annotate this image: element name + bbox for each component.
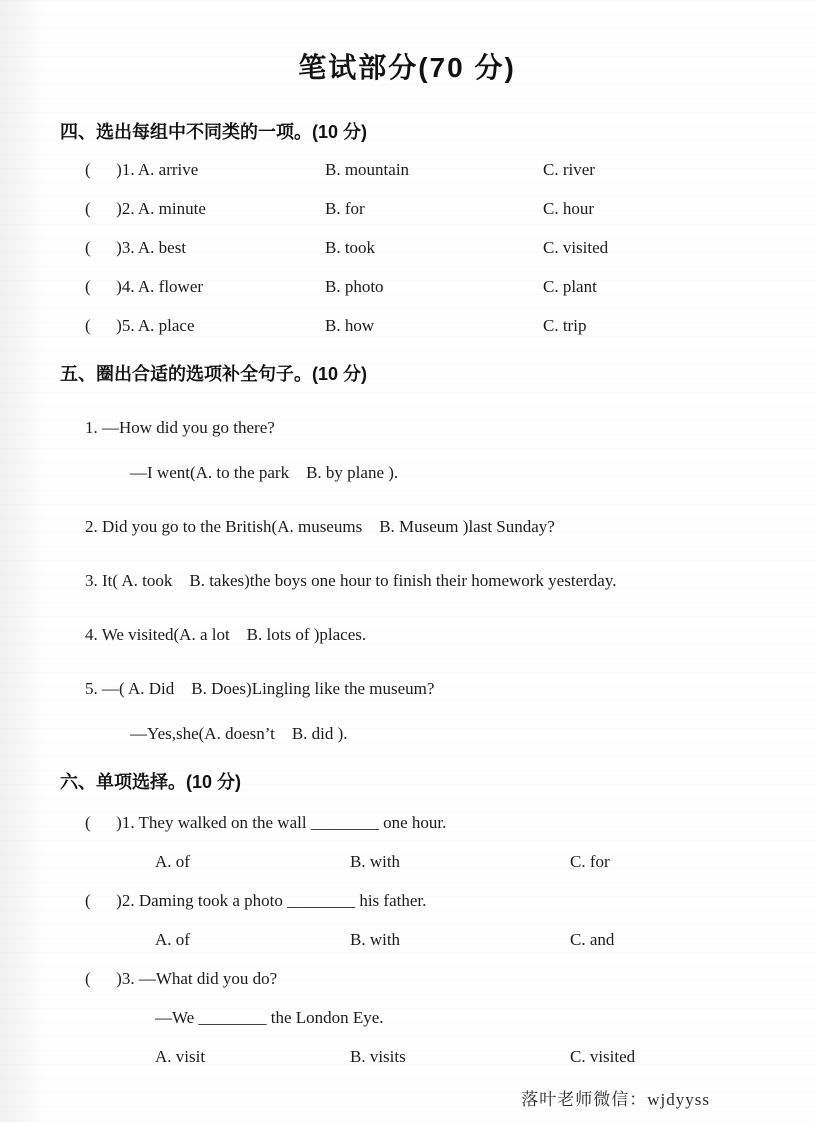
answer-bracket-and-option-a: ( )1. A. arrive: [85, 160, 199, 179]
question-line: 2. Did you go to the British(A. museums B. Museum )last Sunday?: [85, 517, 555, 536]
option-c: C. for: [570, 852, 610, 871]
option-c: C. trip: [543, 316, 587, 335]
option-b: B. took: [325, 238, 376, 257]
circle-question-1: [0, 416, 814, 485]
options-row: [155, 928, 814, 952]
section-circle-option: [0, 360, 814, 746]
teacher-wechat-watermark: 落叶老师微信：wjdyyss: [521, 1090, 710, 1109]
option-a: A. of: [155, 852, 190, 871]
question-line: 4. We visited(A. a lot B. lots of )places.: [85, 625, 367, 644]
question-stem: ( )3. —What did you do?: [85, 969, 278, 988]
option-b: B. with: [350, 852, 401, 871]
option-c: C. visited: [570, 1047, 636, 1066]
answer-bracket-and-option-a: ( )3. A. best: [85, 238, 187, 257]
answer-bracket-and-option-a: ( )4. A. flower: [85, 277, 204, 296]
option-a: A. of: [155, 930, 190, 949]
odd-one-out-row-5: [85, 314, 814, 338]
option-c: C. hour: [543, 199, 594, 218]
section-4-heading: 四、选出每组中不同类的一项。(10 分): [60, 122, 368, 142]
circle-question-3: [0, 569, 814, 593]
page-title: 笔试部分(70 分): [298, 52, 516, 83]
circle-question-5: [0, 677, 814, 746]
section-odd-one-out: [0, 118, 814, 338]
option-b: B. mountain: [325, 160, 410, 179]
circle-question-4: [0, 623, 814, 647]
option-a: A. visit: [155, 1047, 206, 1066]
odd-one-out-row-2: [85, 197, 814, 221]
section-6-heading: 六、单项选择。(10 分): [60, 772, 242, 792]
question-stem: ( )1. They walked on the wall ________ one hour.: [85, 813, 447, 832]
circle-question-2: [0, 515, 814, 539]
question-stem-continued: —We ________ the London Eye.: [155, 1008, 384, 1027]
answer-bracket-and-option-a: ( )2. A. minute: [85, 199, 206, 218]
mc-question-1: [0, 811, 814, 874]
odd-one-out-row-1: [85, 158, 814, 182]
mc-question-3: [0, 967, 814, 1069]
options-row: [155, 850, 814, 874]
question-line: 1. —How did you go there?: [85, 418, 275, 437]
option-c: C. plant: [543, 277, 597, 296]
section-multiple-choice: [0, 768, 814, 1069]
answer-line: —Yes,she(A. doesn’t B. did ).: [130, 724, 348, 743]
section-5-heading: 五、圈出合适的选项补全句子。(10 分): [60, 364, 368, 384]
option-b: B. photo: [325, 277, 384, 296]
mc-question-2: [0, 889, 814, 952]
option-b: B. for: [325, 199, 365, 218]
answer-line: —I went(A. to the park B. by plane ).: [130, 463, 399, 482]
option-c: C. and: [570, 930, 615, 949]
question-stem: ( )2. Daming took a photo ________ his father.: [85, 891, 427, 910]
odd-one-out-row-4: [85, 275, 814, 299]
question-line: 3. It( A. took B. takes)the boys one hour to finish their homework yesterday.: [85, 571, 617, 590]
option-b: B. visits: [350, 1047, 406, 1066]
question-line: 5. —( A. Did B. Does)Lingling like the museum?: [85, 679, 435, 698]
options-row: [155, 1045, 814, 1069]
option-b: B. how: [325, 316, 375, 335]
option-c: C. visited: [543, 238, 609, 257]
odd-one-out-row-3: [85, 236, 814, 260]
option-b: B. with: [350, 930, 401, 949]
answer-bracket-and-option-a: ( )5. A. place: [85, 316, 195, 335]
option-c: C. river: [543, 160, 595, 179]
